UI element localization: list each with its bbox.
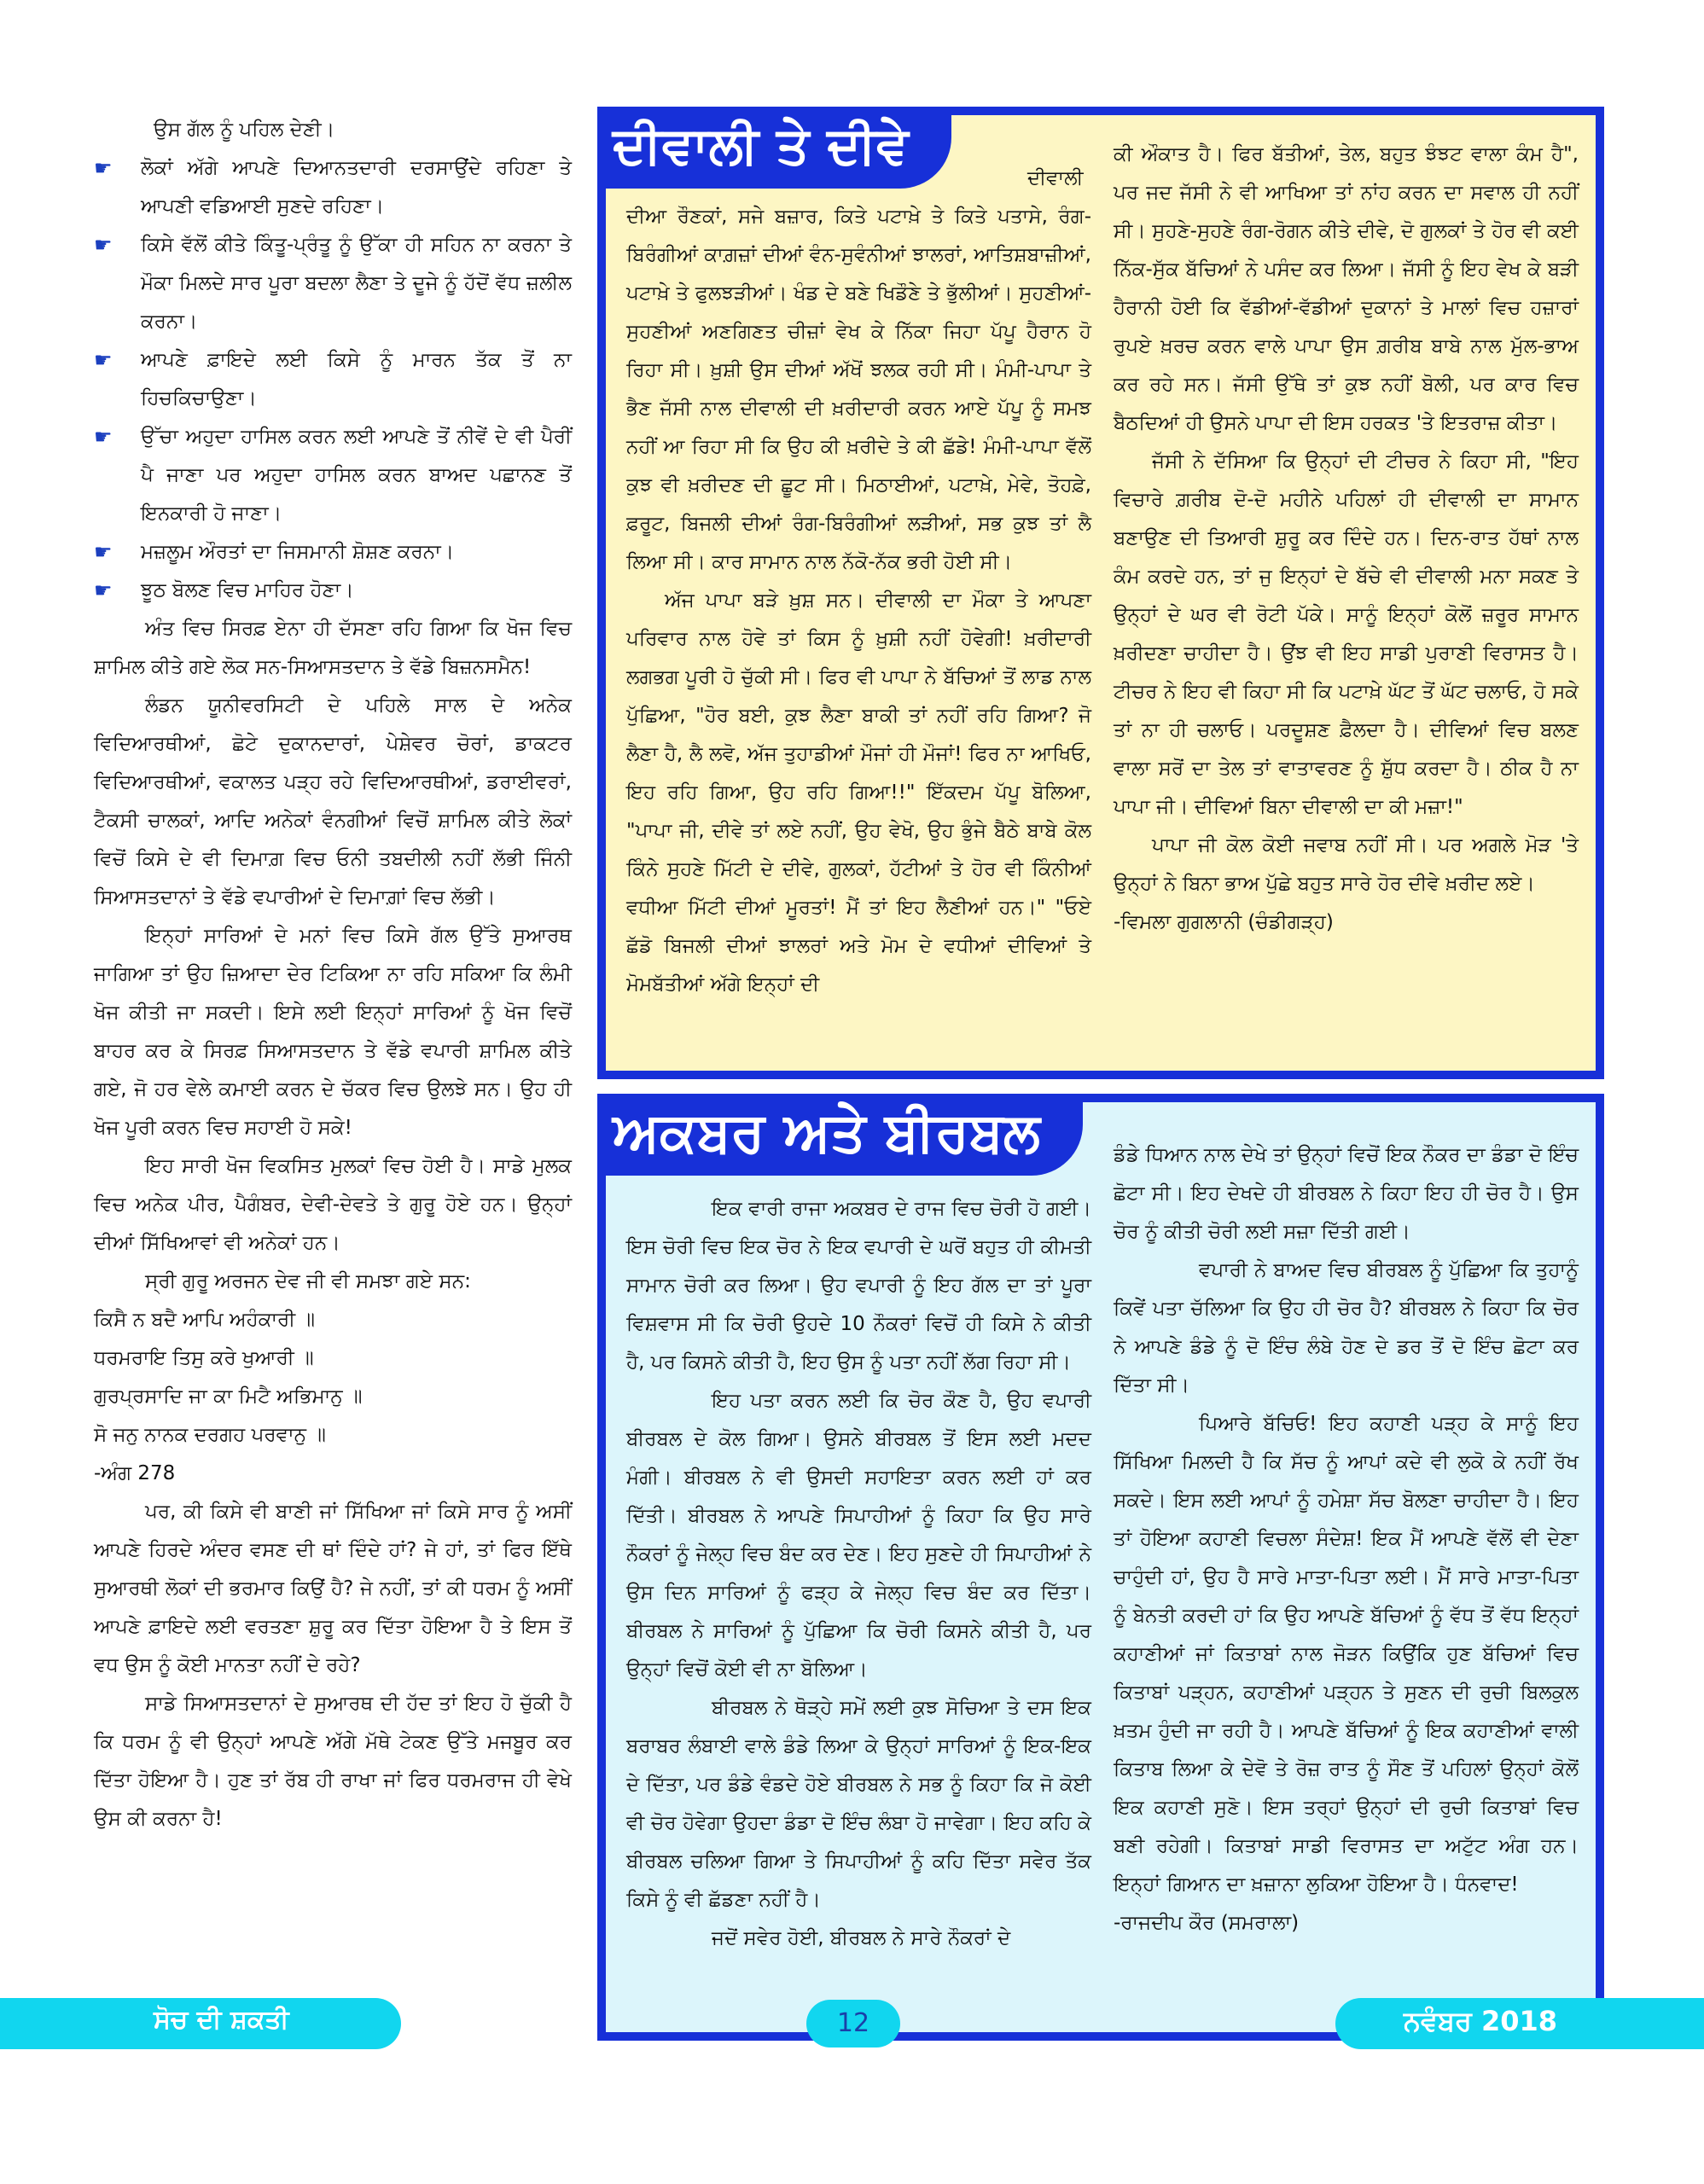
story-diwali-box: [597, 107, 1604, 1079]
footer-page-number: [806, 2000, 900, 2048]
paragraph: ਸਾਡੇ ਸਿਆਸਤਦਾਨਾਂ ਦੇ ਸੁਆਰਥ ਦੀ ਹੱਦ ਤਾਂ ਇਹ ਹੋ ਚੁੱਕੀ ਹੈ ਕਿ ਧਰਮ ਨੂੰ ਵੀ ਉਨ੍ਹਾਂ ਆਪਣੇ ਅੱਗੇ ਮੱਥੇ ਟੇਕਣ ਉੱਤੇ ਮਜਬੂਰ ਕਰ ਦਿੱਤਾ ਹੋਇਆ ਹੈ। ਹੁਣ ਤਾਂ ਰੱਬ ਹੀ ਰਾਖਾ ਜਾਂ ਫਿਰ ਧਰਮਰਾਜ ਹੀ ਵੇਖੇ ਉਸ ਕੀ ਕਰਨਾ ਹੈ!: [94, 1693, 572, 1830]
story-akbar-box: [597, 1094, 1604, 2041]
story-title-banner: ਅਕਬਰ ਅਤੇ ਬੀਰਬਲ: [597, 1094, 1083, 1176]
paragraph: ਇਹ ਸਾਰੀ ਖੋਜ ਵਿਕਸਿਤ ਮੁਲਕਾਂ ਵਿਚ ਹੋਈ ਹੈ। ਸਾਡੇ ਮੁਲਕ ਵਿਚ ਅਨੇਕ ਪੀਰ, ਪੈਗੰਬਰ, ਦੇਵੀ-ਦੇਵਤੇ ਤੇ ਗੁਰੂ ਹੋਏ ਹਨ। ਉਨ੍ਹਾਂ ਦੀਆਂ ਸਿੱਖਿਆਵਾਂ ਵੀ ਅਨੇਕਾਂ ਹਨ।: [94, 1155, 572, 1254]
page-number: 12: [836, 2008, 870, 2038]
paragraph: ਵਪਾਰੀ ਨੇ ਬਾਅਦ ਵਿਚ ਬੀਰਬਲ ਨੂੰ ਪੁੱਛਿਆ ਕਿ ਤੁਹਾਨੂੰ ਕਿਵੇਂ ਪਤਾ ਚੱਲਿਆ ਕਿ ਉਹ ਹੀ ਚੋਰ ਹੈ? ਬੀਰਬਲ ਨੇ ਕਿਹਾ ਕਿ ਚੋਰ ਨੇ ਆਪਣੇ ਡੰਡੇ ਨੂੰ ਦੋ ਇੰਚ ਲੰਬੇ ਹੋਣ ਦੇ ਡਰ ਤੋਂ ਦੋ ਇੰਚ ਛੋਟਾ ਕਰ ਦਿੱਤਾ ਸੀ।: [1114, 1259, 1579, 1397]
story-column-1: [626, 136, 1091, 1004]
magazine-name: ਸੋਚ ਦੀ ਸ਼ਕਤੀ: [154, 2005, 289, 2035]
paragraph: ਇਹ ਪਤਾ ਕਰਨ ਲਈ ਕਿ ਚੋਰ ਕੌਣ ਹੈ, ਉਹ ਵਪਾਰੀ ਬੀਰਬਲ ਦੇ ਕੋਲ ਗਿਆ। ਉਸਨੇ ਬੀਰਬਲ ਤੋਂ ਇਸ ਲਈ ਮਦਦ ਮੰਗੀ। ਬੀਰਬਲ ਨੇ ਵੀ ਉਸਦੀ ਸਹਾਇਤਾ ਕਰਨ ਲਈ ਹਾਂ ਕਰ ਦਿੱਤੀ। ਬੀਰਬਲ ਨੇ ਆਪਣੇ ਸਿਪਾਹੀਆਂ ਨੂੰ ਕਿਹਾ ਕਿ ਉਹ ਸਾਰੇ ਨੌਕਰਾਂ ਨੂੰ ਜੇਲ੍ਹ ਵਿਚ ਬੰਦ ਕਰ ਦੇਣ। ਇਹ ਸੁਣਦੇ ਹੀ ਸਿਪਾਹੀਆਂ ਨੇ ਉਸ ਦਿਨ ਸਾਰਿਆਂ ਨੂੰ ਫੜ੍ਹ ਕੇ ਜੇਲ੍ਹ ਵਿਚ ਬੰਦ ਕਰ ਦਿੱਤਾ। ਬੀਰਬਲ ਨੇ ਸਾਰਿਆਂ ਨੂੰ ਪੁੱਛਿਆ ਕਿ ਚੋਰੀ ਕਿਸਨੇ ਕੀਤੀ ਹੈ, ਪਰ ਉਨ੍ਹਾਂ ਵਿਚੋਂ ਕੋਈ ਵੀ ਨਾ ਬੋਲਿਆ।: [626, 1390, 1091, 1681]
verse-line: ਸੋ ਜਨੁ ਨਾਨਕ ਦਰਗਹ ਪਰਵਾਨੁ ॥: [94, 1424, 326, 1446]
paragraph: ਪਰ, ਕੀ ਕਿਸੇ ਵੀ ਬਾਣੀ ਜਾਂ ਸਿੱਖਿਆ ਜਾਂ ਕਿਸੇ ਸਾਰ ਨੂੰ ਅਸੀਂ ਆਪਣੇ ਹਿਰਦੇ ਅੰਦਰ ਵਸਣ ਦੀ ਥਾਂ ਦਿੰਦੇ ਹਾਂ? ਜੇ ਹਾਂ, ਤਾਂ ਫਿਰ ਇੱਥੇ ਸੁਆਰਥੀ ਲੋਕਾਂ ਦੀ ਭਰਮਾਰ ਕਿਉਂ ਹੈ? ਜੇ ਨਹੀਂ, ਤਾਂ ਕੀ ਧਰਮ ਨੂੰ ਅਸੀਂ ਆਪਣੇ ਫ਼ਾਇਦੇ ਲਈ ਵਰਤਣਾ ਸ਼ੁਰੂ ਕਰ ਦਿੱਤਾ ਹੋਇਆ ਹੈ ਤੇ ਇਸ ਤੋਂ ਵਧ ਉਸ ਨੂੰ ਕੋਈ ਮਾਨਤਾ ਨਹੀਂ ਦੇ ਰਹੇ?: [94, 1501, 572, 1676]
paragraph: ਪਿਆਰੇ ਬੱਚਿਓ! ਇਹ ਕਹਾਣੀ ਪੜ੍ਹ ਕੇ ਸਾਨੂੰ ਇਹ ਸਿੱਖਿਆ ਮਿਲਦੀ ਹੈ ਕਿ ਸੱਚ ਨੂੰ ਆਪਾਂ ਕਦੇ ਵੀ ਲੁਕੋ ਕੇ ਨਹੀਂ ਰੱਖ ਸਕਦੇ। ਇਸ ਲਈ ਆਪਾਂ ਨੂੰ ਹਮੇਸ਼ਾ ਸੱਚ ਬੋਲਣਾ ਚਾਹੀਦਾ ਹੈ। ਇਹ ਤਾਂ ਹੋਇਆ ਕਹਾਣੀ ਵਿਚਲਾ ਸੰਦੇਸ਼! ਇਕ ਮੈਂ ਆਪਣੇ ਵੱਲੋਂ ਵੀ ਦੇਣਾ ਚਾਹੁੰਦੀ ਹਾਂ, ਉਹ ਹੈ ਸਾਰੇ ਮਾਤਾ-ਪਿਤਾ ਲਈ। ਮੈਂ ਸਾਰੇ ਮਾਤਾ-ਪਿਤਾ ਨੂੰ ਬੇਨਤੀ ਕਰਦੀ ਹਾਂ ਕਿ ਉਹ ਆਪਣੇ ਬੱਚਿਆਂ ਨੂੰ ਵੱਧ ਤੋਂ ਵੱਧ ਇਨ੍ਹਾਂ ਕਹਾਣੀਆਂ ਜਾਂ ਕਿਤਾਬਾਂ ਨਾਲ ਜੋੜਨ ਕਿਉਂਕਿ ਹੁਣ ਬੱਚਿਆਂ ਵਿਚ ਕਿਤਾਬਾਂ ਪੜ੍ਹਨ, ਕਹਾਣੀਆਂ ਪੜ੍ਹਨ ਤੇ ਸੁਣਨ ਦੀ ਰੁਚੀ ਬਿਲਕੁਲ ਖ਼ਤਮ ਹੁੰਦੀ ਜਾ ਰਹੀ ਹੈ। ਆਪਣੇ ਬੱਚਿਆਂ ਨੂੰ ਇਕ ਕਹਾਣੀਆਂ ਵਾਲੀ ਕਿਤਾਬ ਲਿਆ ਕੇ ਦੇਵੋ ਤੇ ਰੋਜ਼ ਰਾਤ ਨੂੰ ਸੌਣ ਤੋਂ ਪਹਿਲਾਂ ਉਨ੍ਹਾਂ ਕੋਲੋਂ ਇਕ ਕਹਾਣੀ ਸੁਣੋ। ਇਸ ਤਰ੍ਹਾਂ ਉਨ੍ਹਾਂ ਦੀ ਰੁਚੀ ਕਿਤਾਬਾਂ ਵਿਚ ਬਣੀ ਰਹੇਗੀ। ਕਿਤਾਬਾਂ ਸਾਡੀ ਵਿਰਾਸਤ ਦਾ ਅਟੁੱਟ ਅੰਗ ਹਨ। ਇਨ੍ਹਾਂ ਗਿਆਨ ਦਾ ਖ਼ਜ਼ਾਨਾ ਲੁਕਿਆ ਹੋਇਆ ਹੈ। ਧੰਨਵਾਦ!: [1114, 1413, 1579, 1896]
footer-magazine-tab: [0, 1998, 401, 2049]
pointing-hand-icon: ☛: [94, 425, 113, 449]
pointing-hand-icon: ☛: [94, 348, 113, 372]
pointing-hand-icon: ☛: [94, 578, 113, 602]
list-item: ☛ ਕਿਸੇ ਵੱਲੋਂ ਕੀਤੇ ਕਿੰਤੂ-ਪ੍ਰੰਤੂ ਨੂੰ ਉੱਕਾ ਹੀ ਸਹਿਨ ਨਾ ਕਰਨਾ ਤੇ ਮੌਕਾ ਮਿਲਦੇ ਸਾਰ ਪੂਰਾ ਬਦਲਾ ਲੈਣਾ ਤੇ ਦੂਜੇ ਨੂੰ ਹੱਦੋਂ ਵੱਧ ਜ਼ਲੀਲ ਕਰਨਾ।: [94, 226, 572, 341]
story-column-2: [1114, 136, 1579, 1004]
paragraph: ਕੀ ਔਕਾਤ ਹੈ। ਫਿਰ ਬੱਤੀਆਂ, ਤੇਲ, ਬਹੁਤ ਝੰਝਟ ਵਾਲਾ ਕੰਮ ਹੈ", ਪਰ ਜਦ ਜੱਸੀ ਨੇ ਵੀ ਆਖਿਆ ਤਾਂ ਨਾਂਹ ਕਰਨ ਦਾ ਸਵਾਲ ਹੀ ਨਹੀਂ ਸੀ। ਸੁਹਣੇ-ਸੁਹਣੇ ਰੰਗ-ਰੋਗਨ ਕੀਤੇ ਦੀਵੇ, ਦੋ ਗੁਲਕਾਂ ਤੇ ਹੋਰ ਵੀ ਕਈ ਨਿੱਕ-ਸੁੱਕ ਬੱਚਿਆਂ ਨੇ ਪਸੰਦ ਕਰ ਲਿਆ। ਜੱਸੀ ਨੂੰ ਇਹ ਵੇਖ ਕੇ ਬੜੀ ਹੈਰਾਨੀ ਹੋਈ ਕਿ ਵੱਡੀਆਂ-ਵੱਡੀਆਂ ਦੁਕਾਨਾਂ ਤੇ ਮਾਲਾਂ ਵਿਚ ਹਜ਼ਾਰਾਂ ਰੁਪਏ ਖ਼ਰਚ ਕਰਨ ਵਾਲੇ ਪਾਪਾ ਉਸ ਗ਼ਰੀਬ ਬਾਬੇ ਨਾਲ ਮੁੱਲ-ਭਾਅ ਕਰ ਰਹੇ ਸਨ। ਜੱਸੀ ਉੱਥੇ ਤਾਂ ਕੁਝ ਨਹੀਂ ਬੋਲੀ, ਪਰ ਕਾਰ ਵਿਚ ਬੈਠਦਿਆਂ ਹੀ ਉਸਨੇ ਪਾਪਾ ਦੀ ਇਸ ਹਰਕਤ 'ਤੇ ਇਤਰਾਜ਼ ਕੀਤਾ।: [1114, 143, 1579, 434]
verse-intro: ਸ੍ਰੀ ਗੁਰੂ ਅਰਜਨ ਦੇਵ ਜੀ ਵੀ ਸਮਝਾ ਗਏ ਸਨ:: [145, 1270, 471, 1292]
paragraph: ਦੀਵਾਲੀ ਦੀਆ ਰੌਣਕਾਂ, ਸਜੇ ਬਜ਼ਾਰ, ਕਿਤੇ ਪਟਾਖ਼ੇ ਤੇ ਕਿਤੇ ਪਤਾਸੇ, ਰੰਗ-ਬਿਰੰਗੀਆਂ ਕਾਗ਼ਜ਼ਾਂ ਦੀਆਂ ਵੰਨ-ਸੁਵੰਨੀਆਂ ਝਾਲਰਾਂ, ਆਤਿਸ਼ਬਾਜ਼ੀਆਂ, ਪਟਾਖ਼ੇ ਤੇ ਫੁਲਝੜੀਆਂ। ਖੰਡ ਦੇ ਬਣੇ ਖਿਡੌਣੇ ਤੇ ਭੁੱਲੀਆਂ। ਸੁਹਣੀਆਂ-ਸੁਹਣੀਆਂ ਅਣਗਿਣਤ ਚੀਜ਼ਾਂ ਵੇਖ ਕੇ ਨਿੱਕਾ ਜਿਹਾ ਪੱਪੂ ਹੈਰਾਨ ਹੋ ਰਿਹਾ ਸੀ। ਖ਼ੁਸ਼ੀ ਉਸ ਦੀਆਂ ਅੱਖੋਂ ਝਲਕ ਰਹੀ ਸੀ। ਮੰਮੀ-ਪਾਪਾ ਤੇ ਭੈਣ ਜੱਸੀ ਨਾਲ ਦੀਵਾਲੀ ਦੀ ਖ਼ਰੀਦਾਰੀ ਕਰਨ ਆਏ ਪੱਪੂ ਨੂੰ ਸਮਝ ਨਹੀਂ ਆ ਰਿਹਾ ਸੀ ਕਿ ਉਹ ਕੀ ਖ਼ਰੀਦੇ ਤੇ ਕੀ ਛੱਡੇ! ਮੰਮੀ-ਪਾਪਾ ਵੱਲੋਂ ਕੁਝ ਵੀ ਖ਼ਰੀਦਣ ਦੀ ਛੂਟ ਸੀ। ਮਿਠਾਈਆਂ, ਪਟਾਖ਼ੇ, ਮੇਵੇ, ਤੋਹਫ਼ੇ, ਫ਼ਰੂਟ, ਬਿਜਲੀ ਦੀਆਂ ਰੰਗ-ਬਿਰੰਗੀਆਂ ਲੜੀਆਂ, ਸਭ ਕੁਝ ਤਾਂ ਲੈ ਲਿਆ ਸੀ। ਕਾਰ ਸਾਮਾਨ ਨਾਲ ਨੱਕੋ-ਨੱਕ ਭਰੀ ਹੋਈ ਸੀ।: [626, 167, 1091, 573]
paragraph: ਪਾਪਾ ਜੀ ਕੋਲ ਕੋਈ ਜਵਾਬ ਨਹੀਂ ਸੀ। ਪਰ ਅਗਲੇ ਮੋੜ 'ਤੇ ਉਨ੍ਹਾਂ ਨੇ ਬਿਨਾ ਭਾਅ ਪੁੱਛੇ ਬਹੁਤ ਸਾਰੇ ਹੋਰ ਦੀਵੇ ਖ਼ਰੀਦ ਲਏ।: [1114, 834, 1579, 895]
intro-line: ਉਸ ਗੱਲ ਨੂੰ ਪਹਿਲ ਦੇਣੀ।: [154, 119, 335, 141]
issue-date: ਨਵੰਬਰ 2018: [1404, 2005, 1558, 2037]
story-title-banner: ਦੀਵਾਲੀ ਤੇ ਦੀਵੇ: [597, 107, 951, 189]
footer-issue-tab: [1335, 1998, 1704, 2049]
paragraph: ਅੰਤ ਵਿਚ ਸਿਰਫ਼ ਏਨਾ ਹੀ ਦੱਸਣਾ ਰਹਿ ਗਿਆ ਕਿ ਖੋਜ ਵਿਚ ਸ਼ਾਮਿਲ ਕੀਤੇ ਗਏ ਲੋਕ ਸਨ-ਸਿਆਸਤਦਾਨ ਤੇ ਵੱਡੇ ਬਿਜ਼ਨਸਮੈਨ!: [94, 618, 572, 678]
paragraph: ਜੱਸੀ ਨੇ ਦੱਸਿਆ ਕਿ ਉਨ੍ਹਾਂ ਦੀ ਟੀਚਰ ਨੇ ਕਿਹਾ ਸੀ, "ਇਹ ਵਿਚਾਰੇ ਗ਼ਰੀਬ ਦੋ-ਦੋ ਮਹੀਨੇ ਪਹਿਲਾਂ ਹੀ ਦੀਵਾਲੀ ਦਾ ਸਾਮਾਨ ਬਣਾਉਣ ਦੀ ਤਿਆਰੀ ਸ਼ੁਰੂ ਕਰ ਦਿੰਦੇ ਹਨ। ਦਿਨ-ਰਾਤ ਹੱਥਾਂ ਨਾਲ ਕੰਮ ਕਰਦੇ ਹਨ, ਤਾਂ ਜੁ ਇਨ੍ਹਾਂ ਦੇ ਬੱਚੇ ਵੀ ਦੀਵਾਲੀ ਮਨਾ ਸਕਣ ਤੇ ਉਨ੍ਹਾਂ ਦੇ ਘਰ ਵੀ ਰੋਟੀ ਪੱਕੇ। ਸਾਨੂੰ ਇਨ੍ਹਾਂ ਕੋਲੋਂ ਜ਼ਰੂਰ ਸਾਮਾਨ ਖ਼ਰੀਦਣਾ ਚਾਹੀਦਾ ਹੈ। ਉਂਝ ਵੀ ਇਹ ਸਾਡੀ ਪੁਰਾਣੀ ਵਿਰਾਸਤ ਹੈ। ਟੀਚਰ ਨੇ ਇਹ ਵੀ ਕਿਹਾ ਸੀ ਕਿ ਪਟਾਖ਼ੇ ਘੱਟ ਤੋਂ ਘੱਟ ਚਲਾਓ, ਹੋ ਸਕੇ ਤਾਂ ਨਾ ਹੀ ਚਲਾਓ। ਪਰਦੂਸ਼ਣ ਫ਼ੈਲਦਾ ਹੈ। ਦੀਵਿਆਂ ਵਿਚ ਬਲਣ ਵਾਲਾ ਸਰੋਂ ਦਾ ਤੇਲ ਤਾਂ ਵਾਤਾਵਰਣ ਨੂੰ ਸ਼ੁੱਧ ਕਰਦਾ ਹੈ। ਠੀਕ ਹੈ ਨਾ ਪਾਪਾ ਜੀ। ਦੀਵਿਆਂ ਬਿਨਾ ਦੀਵਾਲੀ ਦਾ ਕੀ ਮਜ਼ਾ!": [1114, 450, 1579, 818]
story-columns: [626, 136, 1579, 1004]
story-columns: [626, 1126, 1579, 1958]
pointing-hand-icon: ☛: [94, 233, 113, 257]
story-column-1: [626, 1126, 1091, 1958]
author-signature: -ਰਾਜਦੀਪ ਕੌਰ (ਸਮਰਾਲਾ): [1114, 1912, 1300, 1934]
verse-line: ਧਰਮਰਾਇ ਤਿਸੁ ਕਰੇ ਖੁਆਰੀ ॥: [94, 1347, 314, 1369]
paragraph: ਬੀਰਬਲ ਨੇ ਥੋੜ੍ਹੇ ਸਮੇਂ ਲਈ ਕੁਝ ਸੋਚਿਆ ਤੇ ਦਸ ਇਕ ਬਰਾਬਰ ਲੰਬਾਈ ਵਾਲੇ ਡੰਡੇ ਲਿਆ ਕੇ ਉਨ੍ਹਾਂ ਸਾਰਿਆਂ ਨੂੰ ਇਕ-ਇਕ ਦੇ ਦਿੱਤਾ, ਪਰ ਡੰਡੇ ਵੰਡਦੇ ਹੋਏ ਬੀਰਬਲ ਨੇ ਸਭ ਨੂੰ ਕਿਹਾ ਕਿ ਜੋ ਕੋਈ ਵੀ ਚੋਰ ਹੋਵੇਗਾ ਉਹਦਾ ਡੰਡਾ ਦੋ ਇੰਚ ਲੰਬਾ ਹੋ ਜਾਵੇਗਾ। ਇਹ ਕਹਿ ਕੇ ਬੀਰਬਲ ਚਲਿਆ ਗਿਆ ਤੇ ਸਿਪਾਹੀਆਂ ਨੂੰ ਕਹਿ ਦਿੱਤਾ ਸਵੇਰ ਤੱਕ ਕਿਸੇ ਨੂੰ ਵੀ ਛੱਡਣਾ ਨਹੀਂ ਹੈ।: [626, 1697, 1091, 1911]
paragraph: ਅੱਜ ਪਾਪਾ ਬੜੇ ਖ਼ੁਸ਼ ਸਨ। ਦੀਵਾਲੀ ਦਾ ਮੌਕਾ ਤੇ ਆਪਣਾ ਪਰਿਵਾਰ ਨਾਲ ਹੋਵੇ ਤਾਂ ਕਿਸ ਨੂੰ ਖ਼ੁਸ਼ੀ ਨਹੀਂ ਹੋਵੇਗੀ! ਖ਼ਰੀਦਾਰੀ ਲਗਭਗ ਪੂਰੀ ਹੋ ਚੁੱਕੀ ਸੀ। ਫਿਰ ਵੀ ਪਾਪਾ ਨੇ ਬੱਚਿਆਂ ਤੋਂ ਲਾਡ ਨਾਲ ਪੁੱਛਿਆ, "ਹੋਰ ਬਈ, ਕੁਝ ਲੈਣਾ ਬਾਕੀ ਤਾਂ ਨਹੀਂ ਰਹਿ ਗਿਆ? ਜੋ ਲੈਣਾ ਹੈ, ਲੈ ਲਵੋ, ਅੱਜ ਤੁਹਾਡੀਆਂ ਮੌਜਾਂ ਹੀ ਮੌਜਾਂ! ਫਿਰ ਨਾ ਆਖਿਓ, ਇਹ ਰਹਿ ਗਿਆ, ਉਹ ਰਹਿ ਗਿਆ!!" ਇੱਕਦਮ ਪੱਪੂ ਬੋਲਿਆ, "ਪਾਪਾ ਜੀ, ਦੀਵੇ ਤਾਂ ਲਏ ਨਹੀਂ, ਉਹ ਵੇਖੋ, ਉਹ ਭੁੰਜੇ ਬੈਠੇ ਬਾਬੇ ਕੋਲ ਕਿੰਨੇ ਸੁਹਣੇ ਮਿੱਟੀ ਦੇ ਦੀਵੇ, ਗੁਲਕਾਂ, ਹੱਟੀਆਂ ਤੇ ਹੋਰ ਵੀ ਕਿੰਨੀਆਂ ਵਧੀਆ ਮਿੱਟੀ ਦੀਆਂ ਮੂਰਤਾਂ! ਮੈਂ ਤਾਂ ਇਹ ਲੈਣੀਆਂ ਹਨ।" "ਓਏ ਛੱਡੋ ਬਿਜਲੀ ਦੀਆਂ ਝਾਲਰਾਂ ਅਤੇ ਮੋਮ ਦੇ ਵਧੀਆਂ ਦੀਵਿਆਂ ਤੇ ਮੋਮਬੱਤੀਆਂ ਅੱਗੇ ਇਨ੍ਹਾਂ ਦੀ: [626, 590, 1091, 996]
paragraph: ਇਨ੍ਹਾਂ ਸਾਰਿਆਂ ਦੇ ਮਨਾਂ ਵਿਚ ਕਿਸੇ ਗੱਲ ਉੱਤੇ ਸੁਆਰਥ ਜਾਗਿਆ ਤਾਂ ਉਹ ਜ਼ਿਆਦਾ ਦੇਰ ਟਿਕਿਆ ਨਾ ਰਹਿ ਸਕਿਆ ਕਿ ਲੰਮੀ ਖੋਜ ਕੀਤੀ ਜਾ ਸਕਦੀ। ਇਸੇ ਲਈ ਇਨ੍ਹਾਂ ਸਾਰਿਆਂ ਨੂੰ ਖੋਜ ਵਿਚੋਂ ਬਾਹਰ ਕਰ ਕੇ ਸਿਰਫ਼ ਸਿਆਸਤਦਾਨ ਤੇ ਵੱਡੇ ਵਪਾਰੀ ਸ਼ਾਮਿਲ ਕੀਤੇ ਗਏ, ਜੋ ਹਰ ਵੇਲੇ ਕਮਾਈ ਕਰਨ ਦੇ ਚੱਕਰ ਵਿਚ ਉਲਝੇ ਸਨ। ਉਹ ਹੀ ਖੋਜ ਪੂਰੀ ਕਰਨ ਵਿਚ ਸਹਾਈ ਹੋ ਸਕੇ!: [94, 925, 572, 1139]
list-item: ☛ ਝੂਠ ਬੋਲਣ ਵਿਚ ਮਾਹਿਰ ਹੋਣਾ।: [94, 572, 572, 610]
list-item: ☛ ਉੱਚਾ ਅਹੁਦਾ ਹਾਸਿਲ ਕਰਨ ਲਈ ਆਪਣੇ ਤੋਂ ਨੀਵੇਂ ਦੇ ਵੀ ਪੈਰੀਂ ਪੈ ਜਾਣਾ ਪਰ ਅਹੁਦਾ ਹਾਸਿਲ ਕਰਨ ਬਾਅਦ ਪਛਾਨਣ ਤੋਂ ਇਨਕਾਰੀ ਹੋ ਜਾਣਾ।: [94, 418, 572, 533]
list-item: ☛ ਲੋਕਾਂ ਅੱਗੇ ਆਪਣੇ ਦਿਆਨਤਦਾਰੀ ਦਰਸਾਉਂਦੇ ਰਹਿਣਾ ਤੇ ਆਪਣੀ ਵਡਿਆਈ ਸੁਣਦੇ ਰਹਿਣਾ।: [94, 149, 572, 226]
list-item: ☛ ਮਜ਼ਲੂਮ ਔਰਤਾਂ ਦਾ ਜਿਸਮਾਨੀ ਸ਼ੋਸ਼ਣ ਕਰਨਾ।: [94, 533, 572, 572]
paragraph: ਡੰਡੇ ਧਿਆਨ ਨਾਲ ਦੇਖੇ ਤਾਂ ਉਨ੍ਹਾਂ ਵਿਚੋਂ ਇਕ ਨੌਕਰ ਦਾ ਡੰਡਾ ਦੋ ਇੰਚ ਛੋਟਾ ਸੀ। ਇਹ ਦੇਖਦੇ ਹੀ ਬੀਰਬਲ ਨੇ ਕਿਹਾ ਇਹ ਹੀ ਚੋਰ ਹੈ। ਉਸ ਚੋਰ ਨੂੰ ਕੀਤੀ ਚੋਰੀ ਲਈ ਸਜ਼ਾ ਦਿੱਤੀ ਗਈ।: [1114, 1144, 1579, 1243]
verse-line: ਕਿਸੈ ਨ ਬਦੈ ਆਪਿ ਅਹੰਕਾਰੀ ॥: [94, 1309, 316, 1331]
author-signature: -ਵਿਮਲਾ ਗੁਗਲਾਨੀ (ਚੰਡੀਗੜ੍ਹ): [1114, 911, 1334, 933]
left-column: [94, 111, 572, 1838]
story-column-2: [1114, 1126, 1579, 1958]
pointing-hand-icon: ☛: [94, 540, 113, 564]
verse-reference: -ਅੰਗ 278: [94, 1462, 176, 1484]
verse-line: ਗੁਰਪ੍ਰਸਾਦਿ ਜਾ ਕਾ ਮਿਟੈ ਅਭਿਮਾਨੁ ॥: [94, 1385, 363, 1408]
list-item: ☛ ਆਪਣੇ ਫ਼ਾਇਦੇ ਲਈ ਕਿਸੇ ਨੂੰ ਮਾਰਨ ਤੱਕ ਤੋਂ ਨਾ ਹਿਚਕਿਚਾਉਣਾ।: [94, 341, 572, 418]
paragraph: ਜਦੋਂ ਸਵੇਰ ਹੋਈ, ਬੀਰਬਲ ਨੇ ਸਾਰੇ ਨੌਕਰਾਂ ਦੇ: [712, 1927, 1011, 1949]
paragraph: ਲੰਡਨ ਯੂਨੀਵਰਸਿਟੀ ਦੇ ਪਹਿਲੇ ਸਾਲ ਦੇ ਅਨੇਕ ਵਿਦਿਆਰਥੀਆਂ, ਛੋਟੇ ਦੁਕਾਨਦਾਰਾਂ, ਪੇਸ਼ੇਵਰ ਚੋਰਾਂ, ਡਾਕਟਰ ਵਿਦਿਆਰਥੀਆਂ, ਵਕਾਲਤ ਪੜ੍ਹ ਰਹੇ ਵਿਦਿਆਰਥੀਆਂ, ਡਰਾਈਵਰਾਂ, ਟੈਕਸੀ ਚਾਲਕਾਂ, ਆਦਿ ਅਨੇਕਾਂ ਵੰਨਗੀਆਂ ਵਿਚੋਂ ਸ਼ਾਮਿਲ ਕੀਤੇ ਲੋਕਾਂ ਵਿਚੋਂ ਕਿਸੇ ਦੇ ਵੀ ਦਿਮਾਗ਼ ਵਿਚ ਓਨੀ ਤਬਦੀਲੀ ਨਹੀਂ ਲੱਭੀ ਜਿੰਨੀ ਸਿਆਸਤਦਾਨਾਂ ਤੇ ਵੱਡੇ ਵਪਾਰੀਆਂ ਦੇ ਦਿਮਾਗ਼ਾਂ ਵਿਚ ਲੱਭੀ।: [94, 694, 572, 909]
paragraph: ਇਕ ਵਾਰੀ ਰਾਜਾ ਅਕਬਰ ਦੇ ਰਾਜ ਵਿਚ ਚੋਰੀ ਹੋ ਗਈ। ਇਸ ਚੋਰੀ ਵਿਚ ਇਕ ਚੋਰ ਨੇ ਇਕ ਵਪਾਰੀ ਦੇ ਘਰੋਂ ਬਹੁਤ ਹੀ ਕੀਮਤੀ ਸਾਮਾਨ ਚੋਰੀ ਕਰ ਲਿਆ। ਉਹ ਵਪਾਰੀ ਨੂੰ ਇਹ ਗੱਲ ਦਾ ਤਾਂ ਪੂਰਾ ਵਿਸ਼ਵਾਸ ਸੀ ਕਿ ਚੋਰੀ ਉਹਦੇ 10 ਨੌਕਰਾਂ ਵਿਚੋਂ ਹੀ ਕਿਸੇ ਨੇ ਕੀਤੀ ਹੈ, ਪਰ ਕਿਸਨੇ ਕੀਤੀ ਹੈ, ਇਹ ਉਸ ਨੂੰ ਪਤਾ ਨਹੀਂ ਲੱਗ ਰਿਹਾ ਸੀ।: [626, 1198, 1091, 1374]
pointing-hand-icon: ☛: [94, 156, 113, 180]
